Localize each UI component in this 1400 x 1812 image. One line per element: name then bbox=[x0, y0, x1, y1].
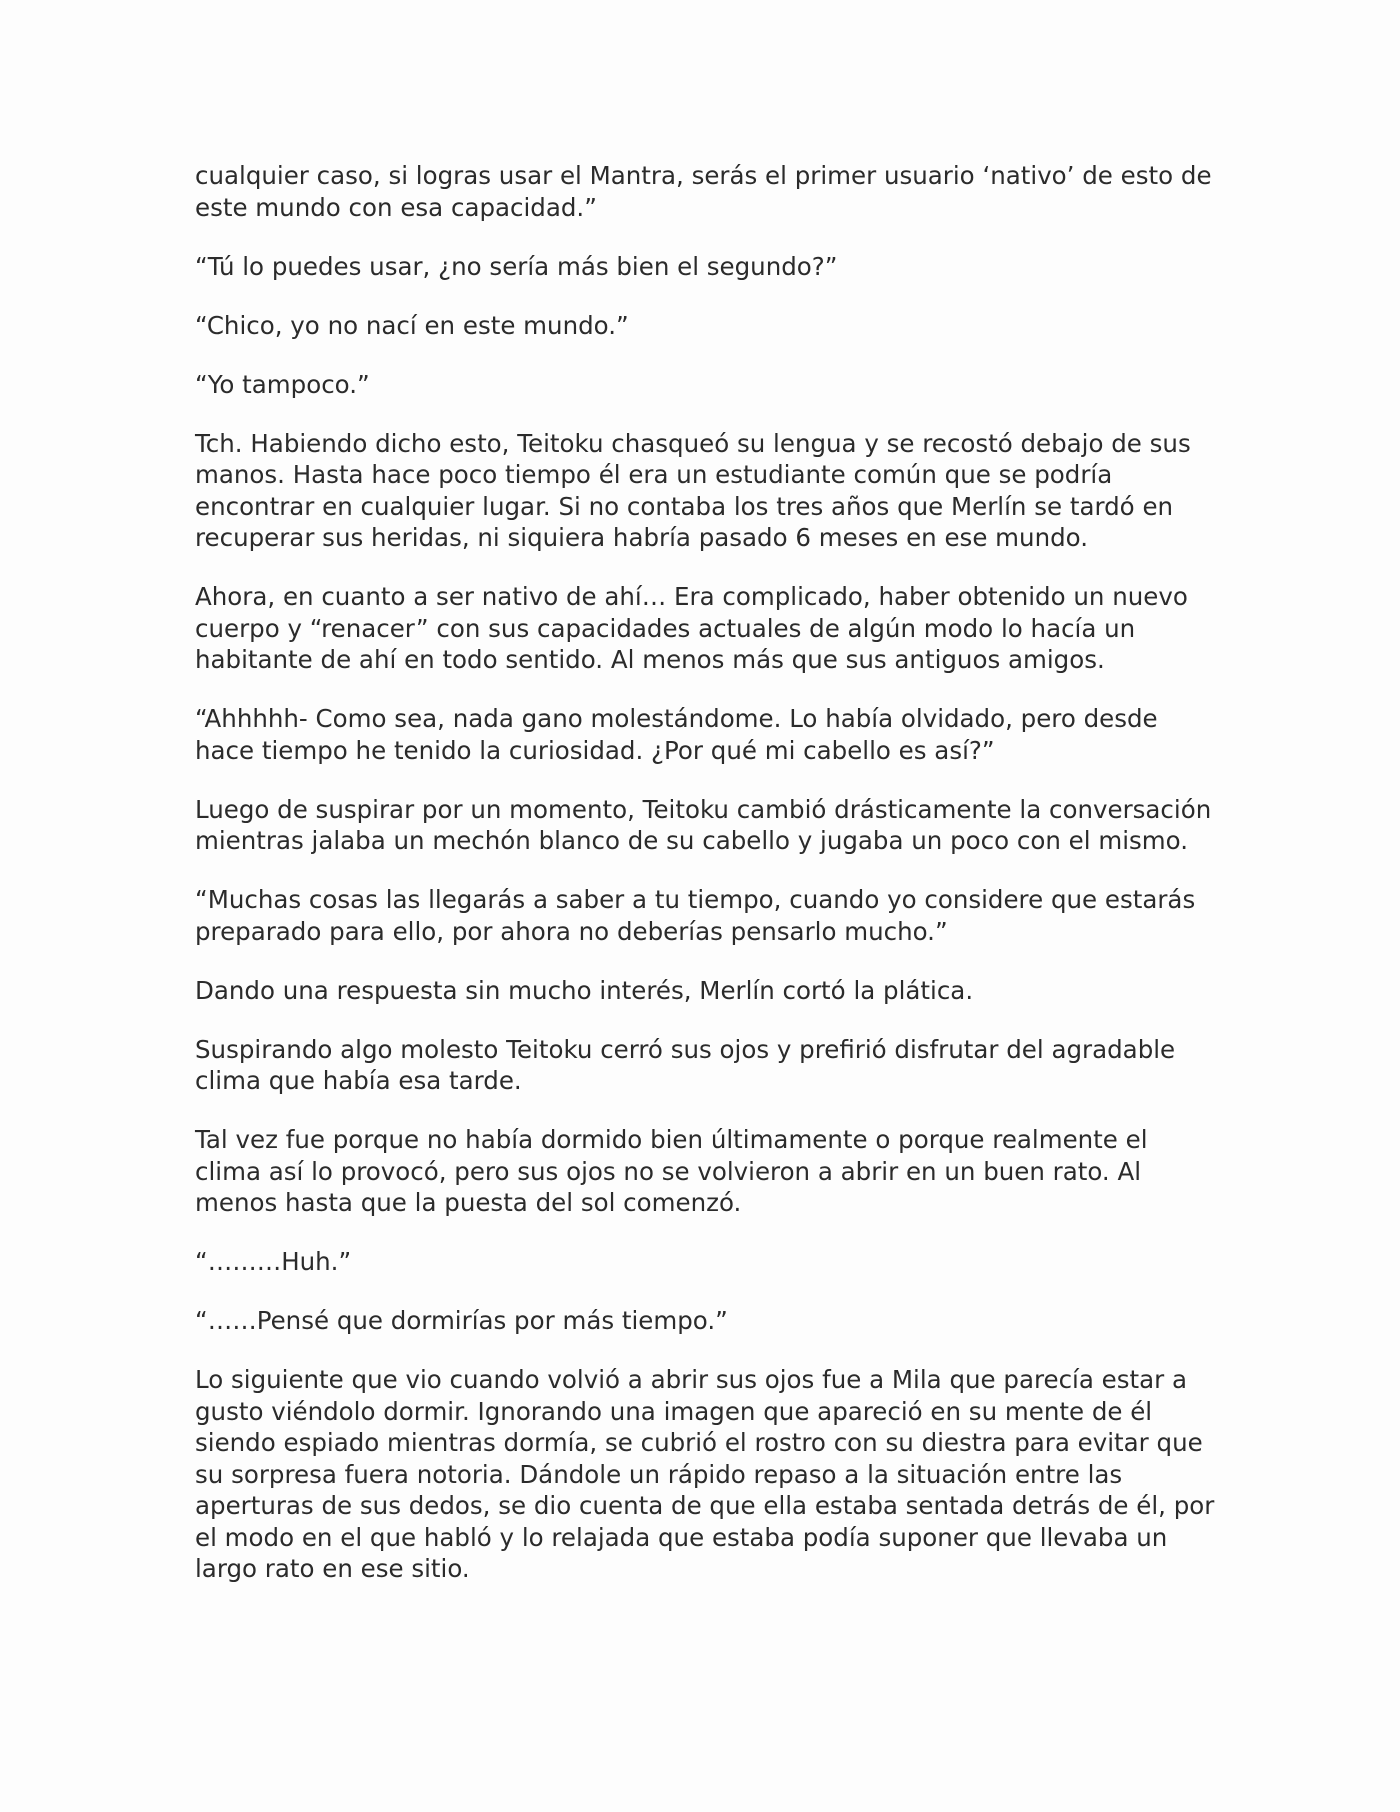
paragraph: Lo siguiente que vio cuando volvió a abrir sus ojos fue a Mila que parecía estar a gusto viéndolo dormir. Ignorando una imagen que apareció en su mente de él siendo espiado mientras dormía, se cubrió el rostro con su diestra para evitar que su sorpresa fuera notoria. Dándole un rápido repaso a la situación entre las aperturas de sus dedos, se dio cuenta de que ella estaba sentada detrás de él, por el modo en el que habló y lo relajada que estaba podía suponer que llevaba un largo rato en ese sitio. bbox=[195, 1365, 1215, 1583]
paragraph: Tal vez fue porque no había dormido bien últimamente o porque realmente el clima así lo provocó, pero sus ojos no se volvieron a abrir en un buen rato. Al menos hasta que la puesta del sol comenzó. bbox=[195, 1125, 1148, 1217]
paragraph: “Tú lo puedes usar, ¿no sería más bien el segundo?” bbox=[195, 251, 838, 281]
paragraph: “Ahhhhh- Como sea, nada gano molestándome. Lo había olvidado, pero desde hace tiempo he tenido la curiosidad. ¿Por qué mi cabello es así?” bbox=[195, 704, 1158, 765]
paragraph: “Yo tampoco.” bbox=[195, 369, 370, 399]
document-body bbox=[195, 160, 1215, 1612]
paragraph: Dando una respuesta sin mucho interés, Merlín cortó la plática. bbox=[195, 975, 974, 1005]
paragraph: “Chico, yo no nací en este mundo.” bbox=[195, 310, 629, 340]
paragraph: cualquier caso, si logras usar el Mantra, serás el primer usuario ‘nativo’ de esto de este mundo con esa capacidad.” bbox=[195, 161, 1212, 222]
paragraph: Tch. Habiendo dicho esto, Teitoku chasqueó su lengua y se recostó debajo de sus manos. Hasta hace poco tiempo él era un estudiante común que se podría encontrar en cualquier lugar. Si no contaba los tres años que Merlín se tardó en recuperar sus heridas, ni siquiera habría pasado 6 meses en ese mundo. bbox=[195, 428, 1191, 552]
paragraph: Suspirando algo molesto Teitoku cerró sus ojos y prefirió disfrutar del agradable clima que había esa tarde. bbox=[195, 1034, 1176, 1095]
paragraph: Luego de suspirar por un momento, Teitoku cambió drásticamente la conversación mientras jalaba un mechón blanco de su cabello y jugaba un poco con el mismo. bbox=[195, 794, 1212, 855]
paragraph: “Muchas cosas las llegarás a saber a tu tiempo, cuando yo considere que estarás preparado para ello, por ahora no deberías pensarlo mucho.” bbox=[195, 885, 1196, 946]
paragraph: “………Huh.” bbox=[195, 1247, 352, 1276]
paragraph: “……Pensé que dormirías por más tiempo.” bbox=[195, 1306, 728, 1335]
paragraph: Ahora, en cuanto a ser nativo de ahí… Era complicado, haber obtenido un nuevo cuerpo y “renacer” con sus capacidades actuales de algún modo lo hacía un habitante de ahí en todo sentido. Al menos más que sus antiguos amigos. bbox=[195, 582, 1188, 674]
